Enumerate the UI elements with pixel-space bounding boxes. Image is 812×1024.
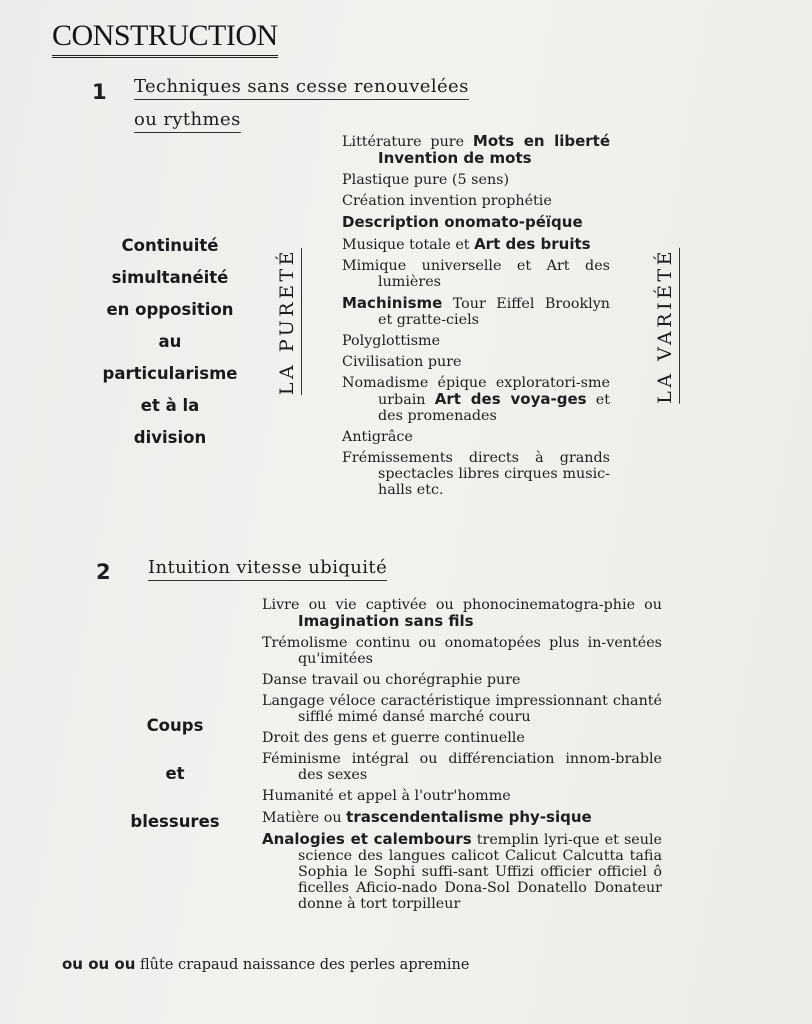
bold-phrase: Art des bruits [474,235,591,253]
section1-side-line: simultanéité [111,268,229,287]
page-title: CONSTRUCTION [52,18,278,58]
section-2-heading: Intuition vitesse ubiquité [148,557,387,581]
section-1-heading-line1: Techniques sans cesse renouvelées [134,76,469,100]
list-item [262,751,662,783]
text-phrase: Musique totale et [342,237,475,253]
text-phrase: et des promenades [378,392,610,424]
text-phrase: Féminisme intégral ou différenciation innom-brable des sexes [262,751,662,783]
bold-phrase: Imagination sans fils [298,612,474,630]
footer-line [62,955,469,973]
bold-phrase: Machinisme [342,294,443,312]
list-item [342,214,610,231]
list-item [342,375,610,424]
list-item [262,635,662,667]
text-phrase: Matière ou [262,810,347,826]
list-item [262,597,662,630]
list-item [342,133,610,167]
list-item [262,672,662,688]
footer-bold: ou ou ou [62,955,136,973]
text-phrase: Polyglottisme [342,333,441,349]
text-phrase: Frémissements directs à grands spectacles libres cirques music-halls etc. [342,450,610,498]
list-item [262,788,662,804]
bold-phrase: Analogies et calembours [262,830,472,848]
section-2-item-list [262,597,662,917]
text-phrase: Civilisation pure [342,354,462,370]
bold-phrase: Art des voya-ges [434,390,587,408]
section2-side-line: et [165,764,185,783]
list-item [262,730,662,746]
list-item [342,333,610,349]
text-phrase: Littérature pure [342,134,473,150]
section-2-number: 2 [96,560,111,584]
list-item [342,429,610,445]
bold-phrase: trascendentalisme phy-sique [346,808,592,826]
list-item [342,236,610,253]
list-item [342,450,610,498]
section2-side-line: blessures [130,812,220,831]
section-1-number: 1 [92,80,107,104]
text-phrase: Langage véloce caractéristique impressionnant chanté sifflé mimé dansé marché couru [262,693,662,725]
list-item [262,693,662,725]
text-phrase: Création invention prophétie [342,193,552,209]
list-item [342,295,610,328]
text-phrase: Mimique universelle et Art des lumières [342,258,610,290]
section-1-heading-line2: ou rythmes [134,109,241,133]
list-item [342,193,610,209]
bold-phrase: Description onomato-péïque [342,213,583,231]
text-phrase: Humanité et appel à l'outr'homme [262,788,511,804]
text-phrase: tremplin lyri-que et seule science des langues calicot Calicut Calcutta tafia Sophia le Sophi suffi-sant Uffizi officier officiel ô ficelles Aficio-nado Dona-Sol Donatello Donateur donne à tort torpilleur [298,832,663,912]
section1-side-line: Continuité [121,236,219,255]
text-phrase: Nomadisme épique exploratori-sme urbain [342,375,610,408]
list-item [342,172,610,188]
vertical-label-variete: LA VARIÉTÉ [654,248,680,404]
section1-side-line: en opposition [106,300,234,319]
list-item [342,354,610,370]
section1-side-line: au [158,332,182,351]
bold-phrase: Mots en liberté Invention de mots [378,132,610,167]
text-phrase: Plastique pure (5 sens) [342,172,510,188]
section-2-side-label [100,702,250,846]
section-1-item-list [342,133,610,503]
list-item [262,809,662,826]
list-item [342,258,610,290]
list-item [262,831,662,912]
section1-side-line: division [133,428,207,447]
section1-side-line: particularisme [102,364,238,383]
section-1-side-label [92,230,248,454]
text-phrase: Droit des gens et guerre continuelle [262,730,525,746]
text-phrase: Danse travail ou chorégraphie pure [262,672,521,688]
vertical-label-purete: LA PURETÉ [276,248,302,395]
section1-side-line: et à la [140,396,200,415]
section2-side-line: Coups [146,716,204,735]
text-phrase: Tour Eiffel Brooklyn et gratte-ciels [378,296,610,328]
text-phrase: Livre ou vie captivée ou phonocinematogra-phie ou [262,597,662,613]
text-phrase: Antigrâce [342,429,413,445]
footer-text: flûte crapaud naissance des perles apremine [135,957,470,973]
text-phrase: Trémolisme continu ou onomatopées plus in-ventées qu'imitées [262,635,662,667]
